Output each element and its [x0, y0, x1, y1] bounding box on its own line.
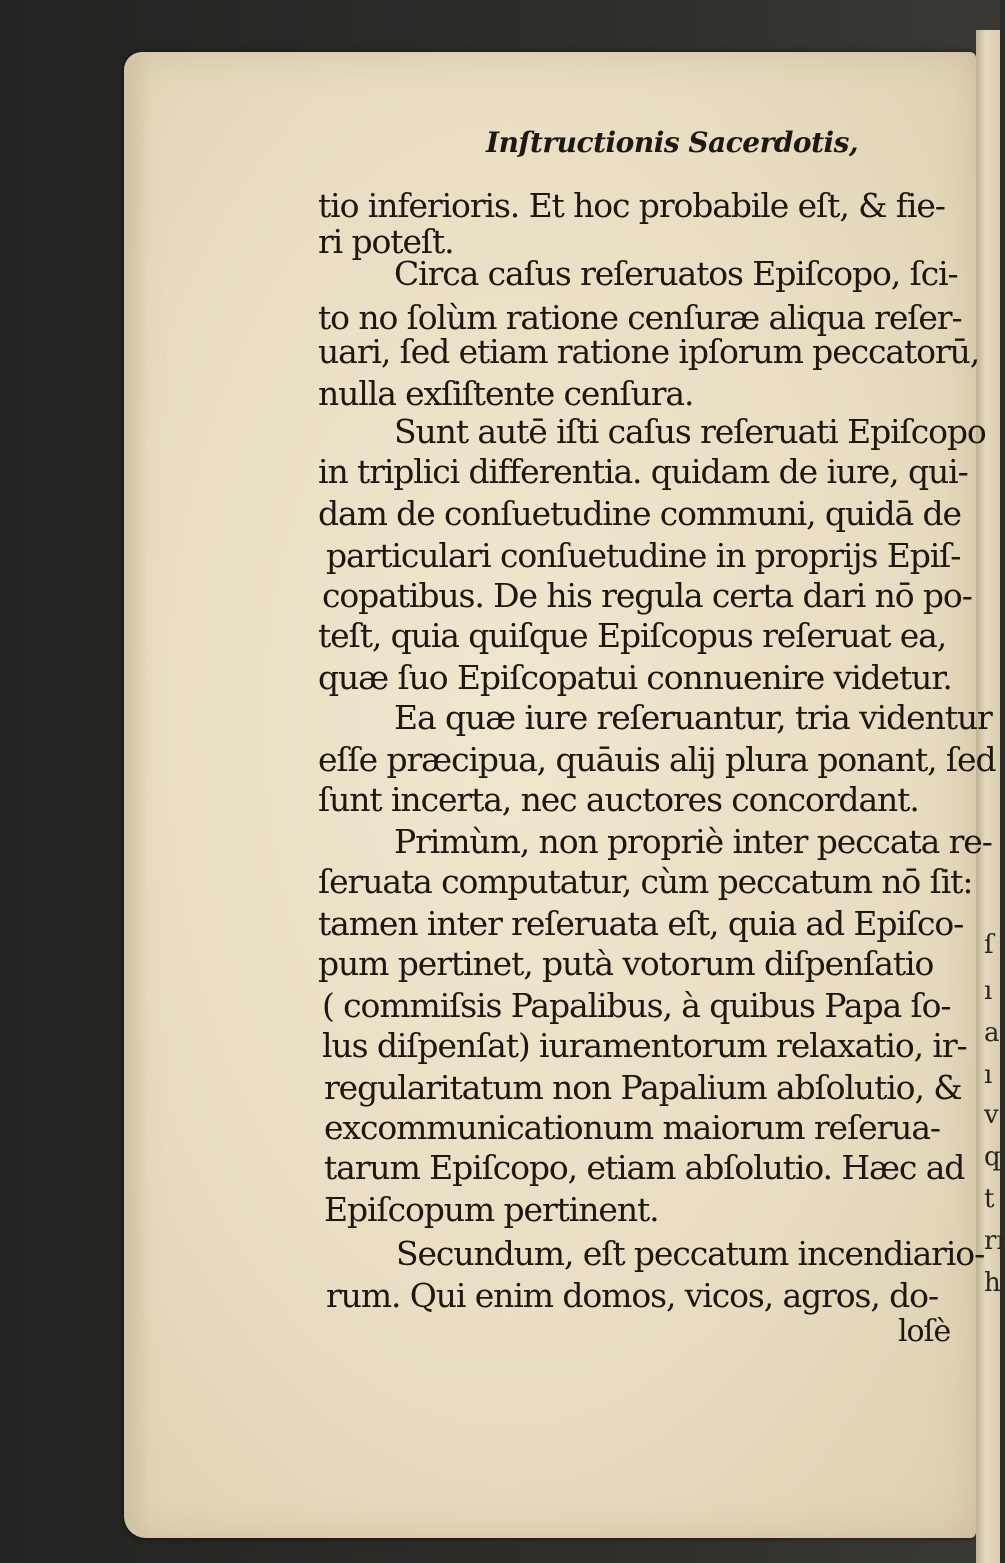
facing-page-letter: q — [984, 1142, 1001, 1172]
text-line: Secundum, eſt peccatum incendiario- — [396, 1234, 985, 1273]
text-line: Epiſcopum pertinent. — [324, 1190, 659, 1229]
text-line: nulla exſiſtente cenſura. — [318, 374, 694, 413]
text-line: Ea quæ iure reſeruantur, tria videntur — [394, 698, 992, 737]
facing-page-letter: a — [984, 1018, 1000, 1048]
facing-page-edge — [976, 30, 1000, 1563]
text-line: ſunt incerta, nec auctores concordant. — [318, 780, 919, 819]
text-line: excommunicationum maiorum reſerua- — [324, 1108, 940, 1147]
text-line: teſt, quia quiſque Epiſcopus reſeruat ea, — [318, 616, 947, 655]
facing-page-letter: t — [984, 1184, 995, 1214]
text-line: lus diſpenſat) iuramentorum relaxatio, ir- — [322, 1026, 967, 1065]
text-line: quæ ſuo Epiſcopatui connuenire videtur. — [318, 658, 952, 697]
text-line: regularitatum non Papalium abſolutio, & — [324, 1068, 962, 1107]
text-line: dam de conſuetudine communi, quidā de — [318, 494, 961, 533]
text-line: particulari conſuetudine in proprijs Epiſ- — [326, 536, 961, 575]
text-line: eſſe præcipua, quāuis alij plura ponant, ſed — [318, 740, 996, 779]
text-line: Sunt autē iſti caſus reſeruati Epiſcopo — [394, 412, 986, 451]
running-header: Inſtructionis Sacerdotis, — [486, 126, 859, 159]
text-line: in triplici differentia. quidam de iure, qui- — [318, 452, 968, 491]
text-line: ri poteſt. — [318, 222, 454, 261]
text-line: uari, ſed etiam ratione ipſorum peccatorū, — [318, 332, 980, 371]
text-line: ſeruata computatur, cùm peccatum nō ſit: — [318, 862, 973, 901]
text-line: Primùm, non propriè inter peccata re- — [394, 822, 992, 861]
catchword: loſè — [898, 1314, 951, 1349]
facing-page-letter: h — [984, 1268, 1001, 1298]
facing-page-letter: ı — [984, 1060, 993, 1090]
text-line: tio inferioris. Et hoc probabile eſt, & fie- — [318, 186, 945, 225]
page-edge-shading — [124, 58, 148, 1534]
text-line: tarum Epiſcopo, etiam abſolutio. Hæc ad — [324, 1148, 965, 1187]
text-line: copatibus. De his regula certa dari nō po- — [322, 576, 972, 615]
facing-page-letter: ı — [984, 976, 993, 1006]
text-line: pum pertinet, putà votorum diſpenſatio — [318, 944, 934, 983]
text-line: Circa caſus reſeruatos Epiſcopo, ſci- — [394, 254, 958, 293]
text-line: rum. Qui enim domos, vicos, agros, do- — [326, 1276, 938, 1315]
facing-page-letter: rı — [984, 1226, 1005, 1256]
text-line: tamen inter reſeruata eſt, quia ad Epiſco- — [318, 904, 964, 943]
facing-page-letter: v — [984, 1100, 999, 1130]
text-line: to no ſolùm ratione cenſuræ aliqua reſer- — [318, 298, 962, 337]
facing-page-letter: ſ — [984, 930, 994, 960]
text-line: ( commiſsis Papalibus, à quibus Papa ſo- — [322, 986, 951, 1025]
